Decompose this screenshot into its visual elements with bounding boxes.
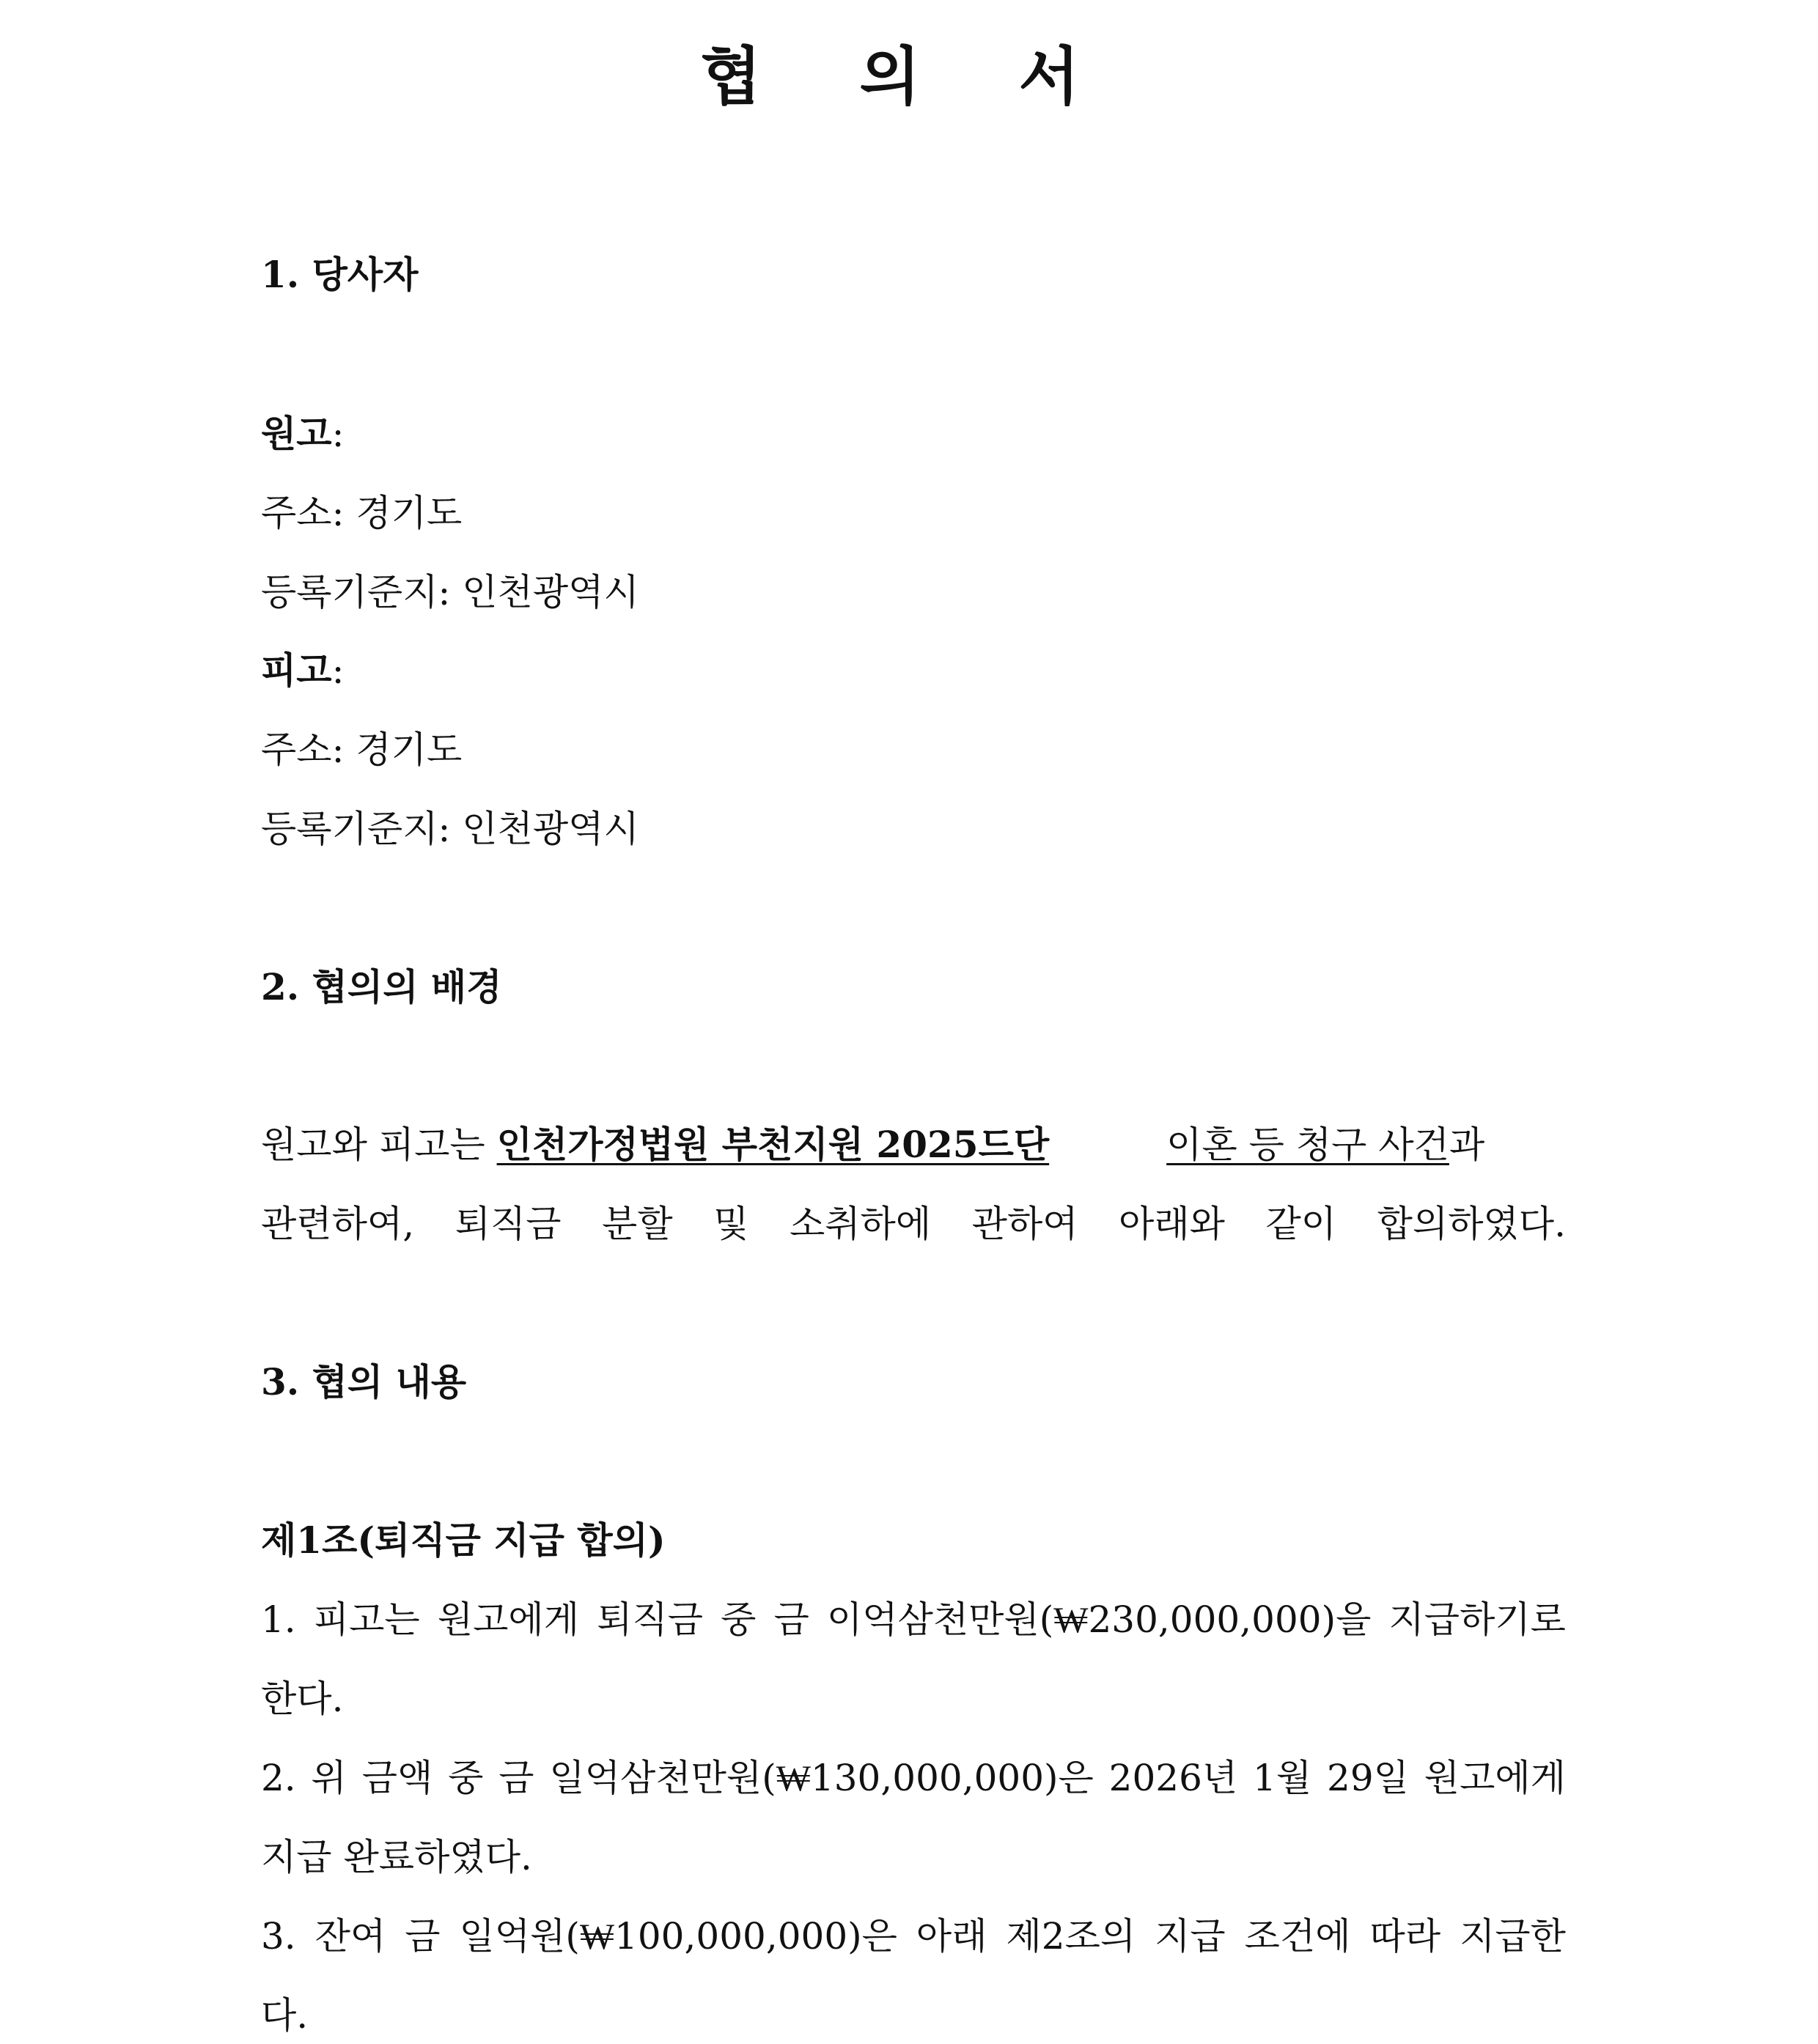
plaintiff-label-line <box>261 408 1566 460</box>
background-suffix: 과 <box>1449 1124 1485 1166</box>
section-2-heading: 2. 협의의 배경 <box>261 965 502 1008</box>
background-prefix: 원고와 피고는 <box>261 1124 497 1166</box>
article-1-item-3-line-2: 다. <box>261 1994 309 2037</box>
article-1-item-2-line-2: 지급 완료하였다. <box>261 1836 532 1878</box>
section-1-heading: 1. 당사자 <box>261 253 419 296</box>
plaintiff-address: 주소: 경기도 <box>261 492 463 534</box>
section-3-heading: 3. 협의 내용 <box>261 1360 467 1403</box>
defendant-label-line <box>261 645 1566 696</box>
case-court: 인천가정법원 부천지원 2025드단 <box>496 1123 1050 1166</box>
defendant-label: 피고 <box>261 649 332 692</box>
background-line-2: 관련하여, 퇴직금 분할 및 소취하에 관하여 아래와 같이 합의하였다. <box>261 1203 1566 1245</box>
article-1-item-3-line-1: 3. 잔여 금 일억원(₩100,000,000)은 아래 제2조의 지급 조건에 따라 지급한 <box>261 1915 1566 1958</box>
case-reference <box>497 1124 1449 1166</box>
defendant-address: 주소: 경기도 <box>261 728 463 771</box>
case-name: 이혼 등 청구 사건 <box>1166 1124 1449 1166</box>
document-title: 협 의 서 <box>700 40 1118 114</box>
defendant-registry: 등록기준지: 인천광역시 <box>261 808 639 850</box>
plaintiff-colon: : <box>331 413 345 455</box>
article-1-title: 제1조(퇴직금 지급 합의) <box>261 1519 666 1562</box>
background-line-1 <box>261 1119 1566 1170</box>
plaintiff-registry: 등록기준지: 인천광역시 <box>261 571 639 613</box>
plaintiff-label: 원고 <box>261 412 332 455</box>
defendant-colon: : <box>331 649 345 692</box>
article-1-item-1-line-1: 1. 피고는 원고에게 퇴직금 중 금 이억삼천만원(₩230,000,000)을 지급하기로 <box>261 1598 1566 1641</box>
article-1-item-1-line-2: 한다. <box>261 1678 344 1720</box>
article-1-item-2-line-1: 2. 위 금액 중 금 일억삼천만원(₩130,000,000)은 2026년 1월 29일 원고에게 <box>261 1757 1566 1799</box>
